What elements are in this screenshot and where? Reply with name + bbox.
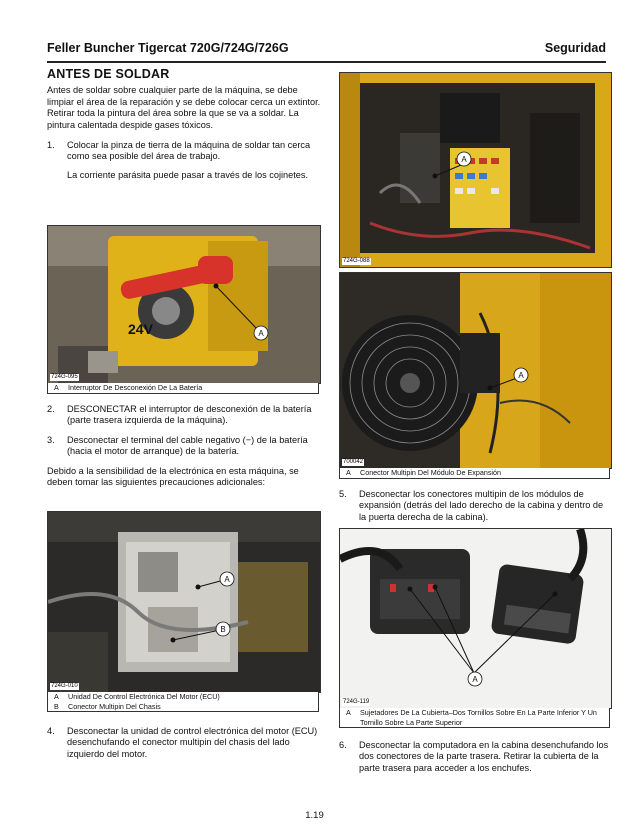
intro-paragraph: Antes de soldar sobre cualquier parte de la máquina, se debe limpiar el área de la reparación y se debe colocar cerca un extintor. Retirar toda la pintura del área sobre la que se va a soldar. La pintura calentada despide gases tóxicos. (47, 85, 321, 130)
step-6-text: Desconectar la computadora en la cabina desenchufando los dos conectores de la parte trasera. Retirar la cubierta de la parte trasera para acceder a los enchufes. (359, 740, 609, 773)
section-heading: ANTES DE SOLDAR (47, 67, 170, 81)
computer-caption: A Sujetadores De La Cubierta–Dos Tornillos Sobre En La Parte Inferior Y Un Tornillo Sobre La Parte Superior (339, 708, 610, 728)
ecu-photo (47, 511, 321, 693)
step-5: 5. Desconectar los conectores multipin de los módulos de expansión (detrás del lado derecho de la cabina y dentro de la puerta derecha de la cabina). (339, 489, 609, 523)
fan-figure-id: 700042 (343, 459, 364, 465)
step-1-number: 1. (47, 140, 55, 151)
cab-computer-photo (339, 528, 612, 709)
step-4-text: Desconectar la unidad de control electrónica del motor (ECU) desenchufando el conector multipin del chasis del lado izquierdo del motor. (67, 726, 318, 759)
header-rule (47, 61, 606, 63)
step-2: 2. DESCONECTAR el interruptor de desconexión de la batería (parte trasera izquierda de la máquina). (47, 404, 322, 427)
fusebox-callout-a: A (461, 155, 467, 164)
fusebox-photo (339, 72, 612, 268)
battery-callout-a: A (258, 329, 264, 338)
document-title: Feller Buncher Tigercat 720G/724G/726G (47, 41, 289, 55)
step-2-text: DESCONECTAR el interruptor de desconexión de la batería (parte trasera izquierda de la máquina). (67, 404, 312, 426)
ecu-caption: A Unidad De Control Electrónica Del Motor (ECU) B Conector Multipin Del Chasis (47, 692, 319, 712)
step-1 (47, 140, 322, 163)
step-5-text: Desconectar los conectores multipin de los módulos de expansión (detrás del lado derecho de la cabina y dentro de la puerta derecha de la cabina). (359, 489, 604, 522)
fan-callout-a: A (518, 371, 524, 380)
step-1-text: Colocar la pinza de tierra de la máquina de soldar tan cerca como sea posible del área de trabajo. (67, 140, 311, 162)
battery-disconnect-photo (47, 225, 321, 384)
ecu-callout-b: B (220, 625, 226, 634)
step-1-note: La corriente parásita puede pasar a través de los cojinetes. (67, 169, 309, 180)
step-3-text: Desconectar el terminal del cable negativo (−) de la batería (hacia el motor de arranque) de la batería. (67, 434, 308, 457)
fan-photo (339, 272, 612, 469)
fan-caption: A Conector Multipin Del Módulo De Expansión (339, 468, 610, 479)
ecu-callout-a: A (224, 575, 230, 584)
computer-figure-id: 724G-119 (343, 699, 370, 705)
left-column-mid (47, 404, 322, 488)
page-number: 1.19 (305, 810, 324, 821)
step-6: 6. Desconectar la computadora en la cabina desenchufando los dos conectores de la parte trasera. Retirar la cubierta de la parte trasera para acceder a los enchufes. (339, 740, 609, 773)
voltage-label: 24V (128, 321, 153, 337)
section-title: Seguridad (544, 41, 606, 55)
battery-figure-id: 724G-095 (51, 374, 78, 380)
precautions-paragraph: Debido a la sensibilidad de la electrónica en esta máquina, se deben tomar las siguientes precauciones adicionales: (47, 465, 299, 488)
computer-callout-a: A (472, 675, 478, 684)
ecu-figure-id: 724G-010 (51, 683, 78, 689)
battery-caption: A Interruptor De Desconexión De La Batería (47, 383, 319, 394)
step-4: 4. Desconectar la unidad de control electrónica del motor (ECU) desenchufando el conector multipin del chasis del lado izquierdo del motor. (47, 726, 322, 760)
step-3: 3. Desconectar el terminal del cable negativo (−) de la batería (hacia el motor de arranque) de la batería. (47, 435, 322, 458)
left-column-top (47, 69, 322, 181)
fusebox-figure-id: 724G-088 (343, 258, 370, 264)
